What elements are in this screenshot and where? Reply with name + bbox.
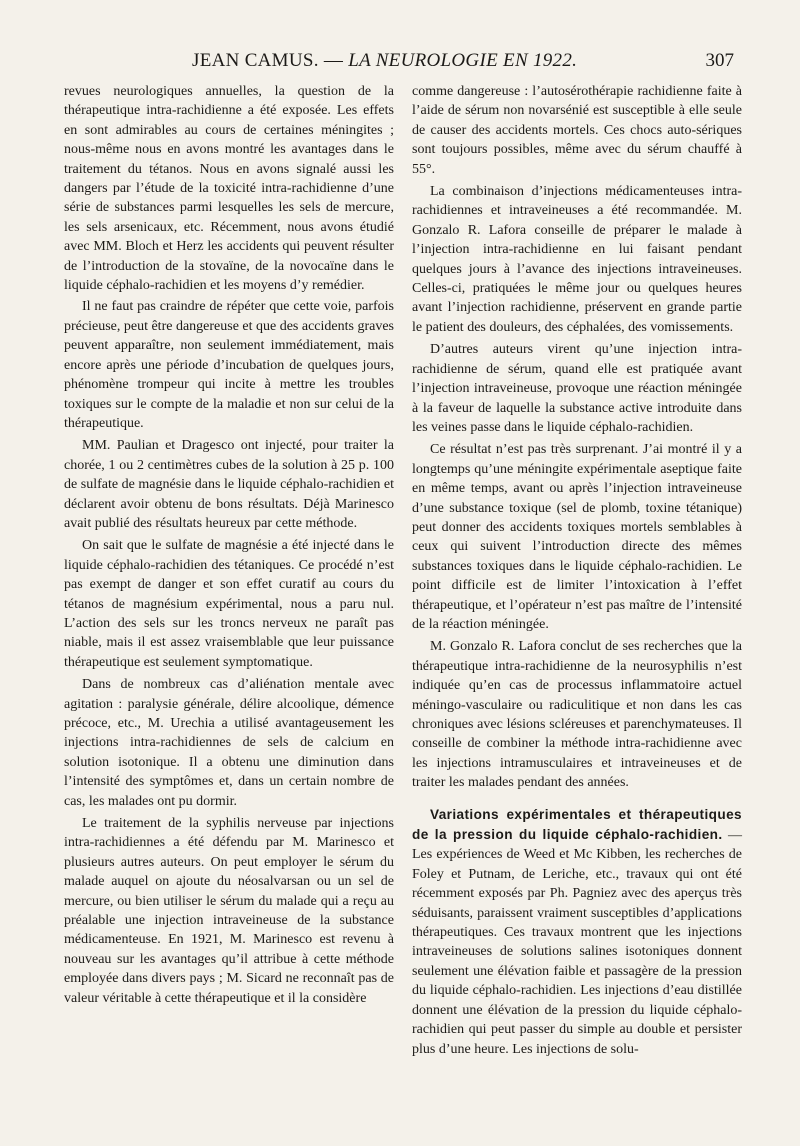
header-title: LA NEUROLOGIE EN 1922. xyxy=(348,50,578,71)
section-title: Variations expérimentales et thérapeutiques de la pression du liquide céphalo-rachidien. xyxy=(412,806,742,843)
paragraph: Ce résultat n’est pas très surprenant. J’ai montré il y a longtemps qu’une méningite expérimentale aseptique faite en même temps, avant ou après l’injection intraveineuse d’une substance toxique (sel de plomb, toxine tétanique) peut donner des accidents toxiques mortels semblables à ceux qui suivent l’introduction directe des mêmes substances toxiques dans le liquide céphalo-rachidien. Le point difficile est de limiter l’intoxication à l’effet thérapeutique, et l’opérateur n’est pas maître de l’intensité de la réaction méningée. xyxy=(412,442,742,632)
page-number: 307 xyxy=(705,50,734,71)
paragraph: La combinaison d’injections médicamenteuses intra-rachidiennes et intraveineuses a été recommandée. M. Gonzalo R. Lafora conseille de préparer le malade à l’injection intra-rachidienne en lui faisant pendant quelques jours à l’avance des injections intraveineuses. Celles-ci, pratiquées le même jour ou quelques heures avant l’injection rachidienne, préservent en grande partie le patient des douleurs, des céphalées, des vomissements. xyxy=(412,184,742,335)
header-author: JEAN CAMUS. xyxy=(192,50,319,71)
running-header xyxy=(62,50,742,76)
paragraph: MM. Paulian et Dragesco ont injecté, pour traiter la chorée, 1 ou 2 centimètres cubes de la solution à 25 p. 100 de sulfate de magnésie dans le liquide céphalo-rachidien et déclarent avoir obtenu de bons résultats. Déjà Marinesco avait publié des résultats heureux par cette méthode. xyxy=(64,438,394,531)
paragraph: D’autres auteurs virent qu’une injection intra-rachidienne de sérum, quand elle est pratiquée avant l’injection intraveineuse, provoque une réaction méningée à la faveur de laquelle la substance active introduite dans les veines passe dans le liquide céphalo-rachidien. xyxy=(412,342,742,435)
paragraph: Dans de nombreux cas d’aliénation mentale avec agitation : paralysie générale, délire alcoolique, démence précoce, etc., M. Urechia a utilisé avantageusement les injections intra-rachidiennes de sels de calcium en solution isotonique. Il a obtenu une diminution dans l’intensité des symptômes et, dans un certain nombre de cas, les malades ont pu dormir. xyxy=(64,677,394,809)
running-title xyxy=(192,50,577,72)
paragraph: Le traitement de la syphilis nerveuse par injections intra-rachidiennes a été défendu par M. Marinesco et plusieurs autres auteurs. On peut employer le sérum du malade auquel on ajoute du néosalvarsan ou un sel de mercure, ou bien utiliser le sérum du malade qui a reçu au préalable une injection intraveineuse de la substance médicamenteuse. En 1921, M. Marinesco est revenu à nouveau sur les avantages qu’il attribue à cette méthode employée dans divers pays ; M. Sicard ne reconnaît pas de valeur véritable à cette thérapeutique et il la considère xyxy=(64,816,394,1006)
paragraph: revues neurologiques annuelles, la question de la thérapeutique intra-rachidienne a été exposée. Les effets en sont admirables au cours de certaines méningites ; nous-même nous en avons montré les avantages dans le traitement du tétanos. Nous en avons signalé aussi les dangers par l’étude de la toxicité intra-rachidienne d’une série de substances parmi lesquelles les sels de mercure, les sels arsenicaux, etc. Récemment, nous avons étudié avec MM. Bloch et Herz les accidents qui peuvent résulter de l’introduction de la stovaïne, de la novocaïne dans le liquide céphalo-rachidien et les moyens d’y remédier. xyxy=(64,84,394,294)
paragraph: comme dangereuse : l’autosérothérapie rachidienne faite à l’aide de sérum non novarsénié est susceptible à elle seule de causer des accidents mortels. Ces chocs auto-sériques sont toujours possibles, même avec du sérum chauffé à 55°. xyxy=(412,84,742,177)
paragraph: On sait que le sulfate de magnésie a été injecté dans le liquide céphalo-rachidien des tétaniques. Ce procédé n’est pas exempt de danger et son effet curatif au cours du tétanos de magnésium expérimental, nous a paru nul. L’action des sels sur les troncs nerveux ne paraît pas niable, mais il est assez vraisemblable que leur puissance thérapeutique est seulement symptomatique. xyxy=(64,538,394,670)
header-dash: — xyxy=(318,50,349,71)
section-paragraph xyxy=(412,805,742,1059)
paragraph: M. Gonzalo R. Lafora conclut de ses recherches que la thérapeutique intra-rachidienne de la neurosyphilis n’est indiquée qu’en cas de processus inflammatoire actuel méningo-vasculaire ou radiculitique et non dans les cas chroniques avec lésions scléreuses et parenchymateuses. Il conseille de combiner la méthode intra-rachidienne avec les injections intramusculaires et intraveineuses et de traiter les malades pendant des années. xyxy=(412,639,742,791)
right-column xyxy=(412,82,742,1059)
left-column xyxy=(64,82,394,1008)
paragraph: Il ne faut pas craindre de répéter que cette voie, parfois précieuse, peut être dangereuse et que des accidents graves peuvent apparaître, non seulement immédiatement, mais encore après une période d’incubation de quelques jours, phénomène trompeur qui incite à mettre les troubles toxiques sur le compte de la maladie et non sur celui de la thérapeutique. xyxy=(64,299,395,431)
section-text: — Les expériences de Weed et Mc Kibben, les recherches de Foley et Putnam, de Leriche, etc., travaux qui ont été récemment exposés par Ph. Pagniez avec des aperçus très séduisants, paraissent vraiment susceptibles d’applications thérapeutiques. Ces travaux montrent que les injections intraveineuses de solutions salines isotoniques donnent seulement une élévation faible et passagère de la pression du liquide céphalo-rachidien. Les injections d’eau distillée donnent une élévation de la pression du liquide céphalo-rachidien qui peut passer du simple au double et persister plus d’une heure. Les injections de solu- xyxy=(412,828,743,1057)
